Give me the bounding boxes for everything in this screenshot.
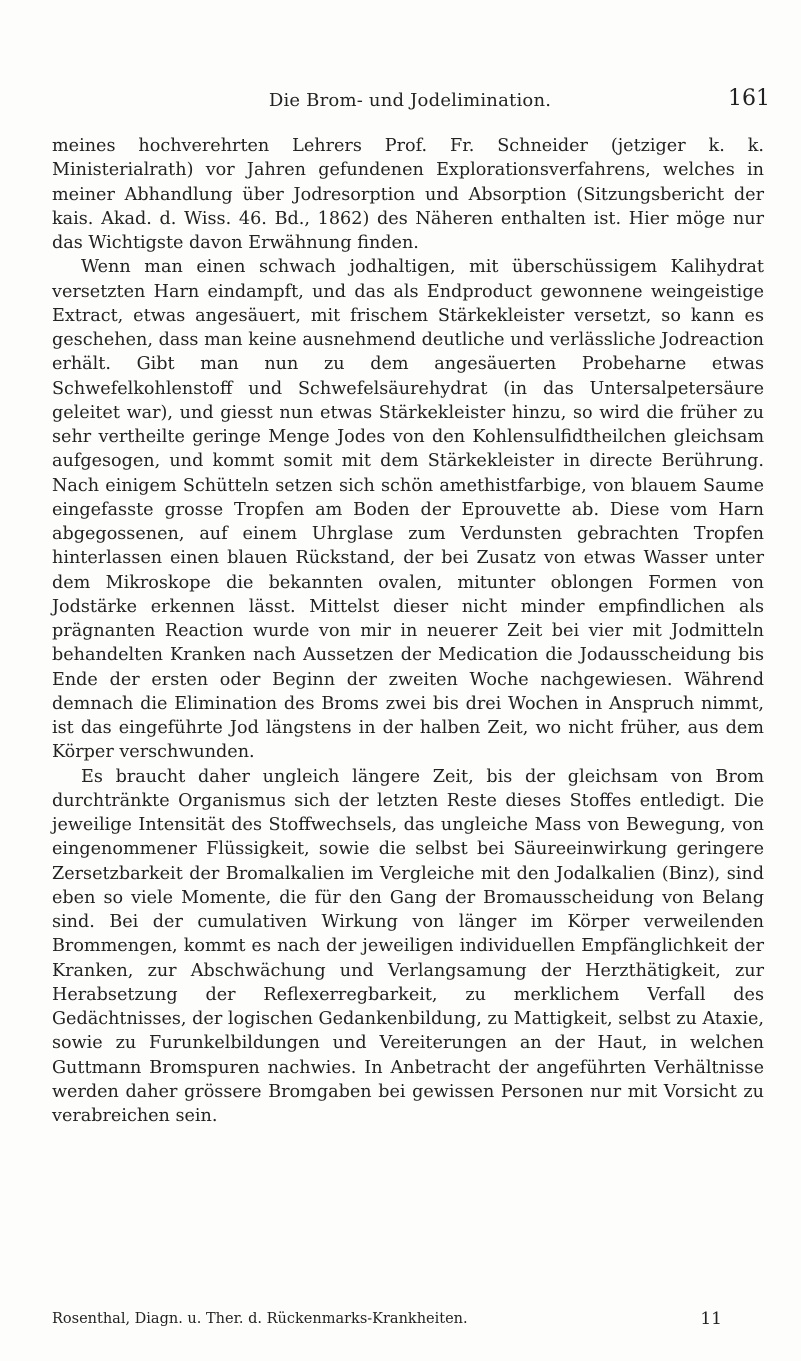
- paragraph-jodreaction: Wenn man einen schwach jodhaltigen, mit überschüssigem Kalihydrat versetzten Harn eindampft, und das als Endproduct gewonnene weingeistige Extract, etwas angesäuert, mit frischem Stärkekleister versetzt, so kann es geschehen, dass man keine ausnehmend deutliche und verlässliche Jodreaction erhält. Gibt man nun zu dem angesäuerten Probeharne etwas Schwefelkohlenstoff und Schwefelsäurehydrat (in das Untersalpetersäure geleitet war), und giesst nun etwas Stärkekleister hinzu, so wird die früher zu sehr vertheilte geringe Menge Jodes von den Kohlensulfidtheilchen gleichsam aufgesogen, und kommt somit mit dem Stärkekleister in directe Berührung. Nach einigem Schütteln setzen sich schön amethistfarbige, von blauem Saume eingefasste grosse Tropfen am Boden der Eprouvette ab. Diese vom Harn abgegossenen, auf einem Uhrglase zum Verdunsten gebrachten Tropfen hinterlassen einen blauen Rückstand, der bei Zusatz von etwas Wasser unter dem Mikroskope die bekannten ovalen, mitunter oblongen Formen von Jodstärke erkennen lässt. Mittelst dieser nicht minder empfindlichen als prägnanten Reaction wurde von mir in neuerer Zeit bei vier mit Jodmitteln behandelten Kranken nach Aussetzen der Medication die Jodausscheidung bis Ende der ersten oder Beginn der zweiten Woche nachgewiesen. Während demnach die Elimination des Broms zwei bis drei Wochen in Anspruch nimmt, ist das eingeführte Jod längstens in der halben Zeit, wo nicht früher, aus dem Körper verschwunden.: [52, 257, 764, 763]
- paragraph-bromausscheidung: Es braucht daher ungleich längere Zeit, bis der gleichsam von Brom durchtränkte Organismus sich der letzten Reste dieses Stoffes entledigt. Die jeweilige Intensität des Stoffwechsels, das ungleiche Mass von Bewegung, von eingenommener Flüssigkeit, sowie die selbst bei Säureeinwirkung geringere Zersetzbarkeit der Bromalkalien im Vergleiche mit den Jodalkalien (Binz), sind eben so viele Momente, die für den Gang der Bromausscheidung von Belang sind. Bei der cumulativen Wirkung von länger im Körper verweilenden Brommengen, kommt es nach der jeweiligen individuellen Empfänglichkeit der Kranken, zur Abschwächung und Verlangsamung der Herzthätigkeit, zur Herabsetzung der Reflexerregbarkeit, zu merklichem Verfall des Gedächtnisses, der logischen Gedankenbildung, zu Mattigkeit, selbst zu Ataxie, sowie zu Furunkelbildungen und Vereiterungen an der Haut, in welchen Guttmann Bromspuren nachwies. In Anbetracht der angeführten Verhältnisse werden daher grössere Bromgaben bei gewissen Personen nur mit Vorsicht zu verabreichen sein.: [52, 766, 764, 1126]
- page-header: [50, 86, 770, 120]
- page-footer: [52, 1311, 764, 1335]
- running-head: Die Brom- und Jodelimination.: [268, 90, 552, 111]
- page-number: 161: [728, 86, 770, 111]
- footer-source: Rosenthal, Diagn. u. Ther. d. Rückenmarks-Krankheiten.: [52, 1311, 468, 1327]
- paragraph-continuation: meines hochverehrten Lehrers Prof. Fr. Schneider (jetziger k. k. Ministerialrath) vor Jahren gefundenen Explorationsverfahrens, welches in meiner Abhandlung über Jodresorption und Absorption (Sitzungsbericht der kais. Akad. d. Wiss. 46. Bd., 1862) des Näheren enthalten ist. Hier möge nur das Wichtigste davon Erwähnung finden.: [52, 136, 764, 253]
- footer-signature: 11: [700, 1309, 722, 1329]
- body-text: [52, 134, 764, 1128]
